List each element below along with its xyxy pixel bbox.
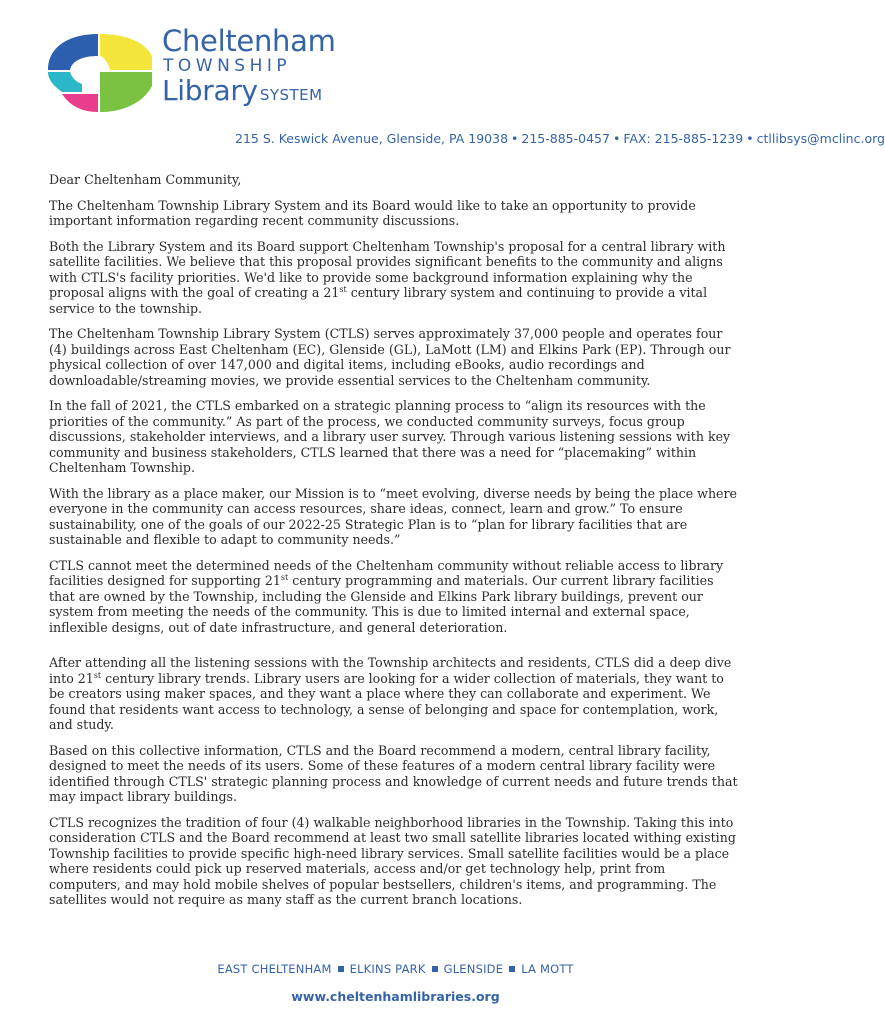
street-address: 215 S. Keswick Avenue, Glenside, PA 19038 xyxy=(235,131,509,146)
paragraph-recommendation: Based on this collective information, CTLS and the Board recommend a modern, central library facility, designed to meet the needs of its users. Some of these features of a modern central library facility were identified through CTLS' strategic planning process and knowledge of current needs and future trends that may impact library buildings. xyxy=(49,742,738,804)
paragraph-intro: The Cheltenham Township Library System and its Board would like to take an opportunity to provide important information regarding recent community discussions. xyxy=(49,197,696,228)
branch-east-cheltenham: EAST CHELTENHAM xyxy=(217,962,332,976)
paragraph-about-ctls: The Cheltenham Township Library System (CTLS) serves approximately 37,000 people and operates four (4) buildings across East Cheltenham (EC), Glenside (GL), LaMott (LM) and Elkins Park (EP). Through our physical collection of over 147,000 and digital items, including eBooks, audio recordings and downloadable/streaming movies, we provide essential services to the Cheltenham community. xyxy=(49,326,731,388)
branch-la-mott: LA MOTT xyxy=(521,962,574,976)
email-address[interactable]: ctllibsys@mclinc.org xyxy=(756,131,885,146)
paragraph-trends xyxy=(49,655,739,733)
branch-elkins-park: ELKINS PARK xyxy=(349,962,426,976)
letter-body xyxy=(49,172,739,918)
wordmark-township: TOWNSHIP xyxy=(163,56,292,76)
paragraph-mission: With the library as a place maker, our Mission is to “meet evolving, diverse needs by being the place where everyone in the community can access resources, share ideas, connect, learn and grow.” To ensure sustainability, one of the goals of our 2022-25 Strategic Plan is to “plan for library facilities that are sustainable and flexible to adapt to community needs.” xyxy=(49,485,737,547)
branch-glenside: GLENSIDE xyxy=(443,962,504,976)
paragraph-satellites: CTLS recognizes the tradition of four (4) walkable neighborhood libraries in the Township. Taking this into consideration CTLS and the Board recommend at least two small satellite libraries located withing existing Township facilities to provide specific high-need library services. Small satellite facilities would be a place where residents could pick up reserved materials, access and/or get technology help, print from computers, and may hold mobile shelves of popular bestsellers, children's items, and programming. The satellites would not require as many staff as the current branch locations. xyxy=(49,814,736,907)
paragraph-support xyxy=(49,239,739,317)
wordmark-library xyxy=(162,76,336,110)
paragraph-text: After attending all the listening sessions with the Township architects and residents, CTLS did a deep dive into 21 xyxy=(49,655,732,686)
wordmark-library-text: Library xyxy=(162,74,258,107)
bullet-separator: • xyxy=(511,131,519,146)
library-logo-icon xyxy=(40,26,156,114)
ordinal-suffix: st xyxy=(280,572,289,582)
letterhead xyxy=(40,24,885,156)
bullet-separator: • xyxy=(612,131,621,146)
paragraph-text: century library trends. Library users are looking for a wider collection of materials, they want to be creators using maker spaces, and they want a place where they can collaborate and experiment. We found that residents want access to technology, a sense of belonging and space for contemplation, work, and study. xyxy=(49,670,724,732)
paragraph-text: Both the Library System and its Board support Cheltenham Township's proposal for a central library with satellite facilities. We believe that this proposal provides significant benefits to the community and aligns with CTLS's facility priorities. We'd like to provide some background information explaining why the proposal aligns with the goal of creating a 21 xyxy=(49,238,726,300)
bullet-separator: • xyxy=(746,131,754,146)
paragraph-text: century library system and continuing to provide a vital service to the township. xyxy=(49,285,708,316)
ordinal-suffix: st xyxy=(93,670,102,680)
paragraph-facility-needs xyxy=(49,558,739,636)
ordinal-suffix: st xyxy=(339,284,347,294)
footer-branch-list xyxy=(0,962,791,976)
paragraph-text: century programming and materials. Our current library facilities that are owned by the Township, including the Glenside and Elkins Park library buildings, prevent our system from meeting the needs of the community. This is due to limited internal and external space, inflexible designs, out of date infrastructure, and general deterioration. xyxy=(49,573,714,635)
wordmark-system-text: SYSTEM xyxy=(259,86,323,104)
salutation: Dear Cheltenham Community, xyxy=(49,172,242,187)
library-wordmark xyxy=(162,26,336,110)
phone-number: 215-885-0457 xyxy=(521,131,610,146)
fax-number: FAX: 215-885-1239 xyxy=(623,131,744,146)
square-bullet-icon xyxy=(338,966,344,972)
contact-line xyxy=(235,131,885,146)
square-bullet-icon xyxy=(509,966,515,972)
wordmark-cheltenham: Cheltenham xyxy=(162,24,336,58)
website-link[interactable]: www.cheltenhamlibraries.org xyxy=(291,989,500,1004)
paragraph-text: CTLS cannot meet the determined needs of the Cheltenham community without reliable access to library facilities designed for supporting 21 xyxy=(49,557,724,588)
square-bullet-icon xyxy=(432,966,438,972)
paragraph-strategic-planning: In the fall of 2021, the CTLS embarked on a strategic planning process to “align its resources with the priorities of the community.” As part of the process, we conducted community surveys, focus group discussions, stakeholder interviews, and a library user survey. Through various listening sessions with key community and business stakeholders, CTLS learned that there was a need for “placemaking” within Cheltenham Township. xyxy=(49,398,731,475)
